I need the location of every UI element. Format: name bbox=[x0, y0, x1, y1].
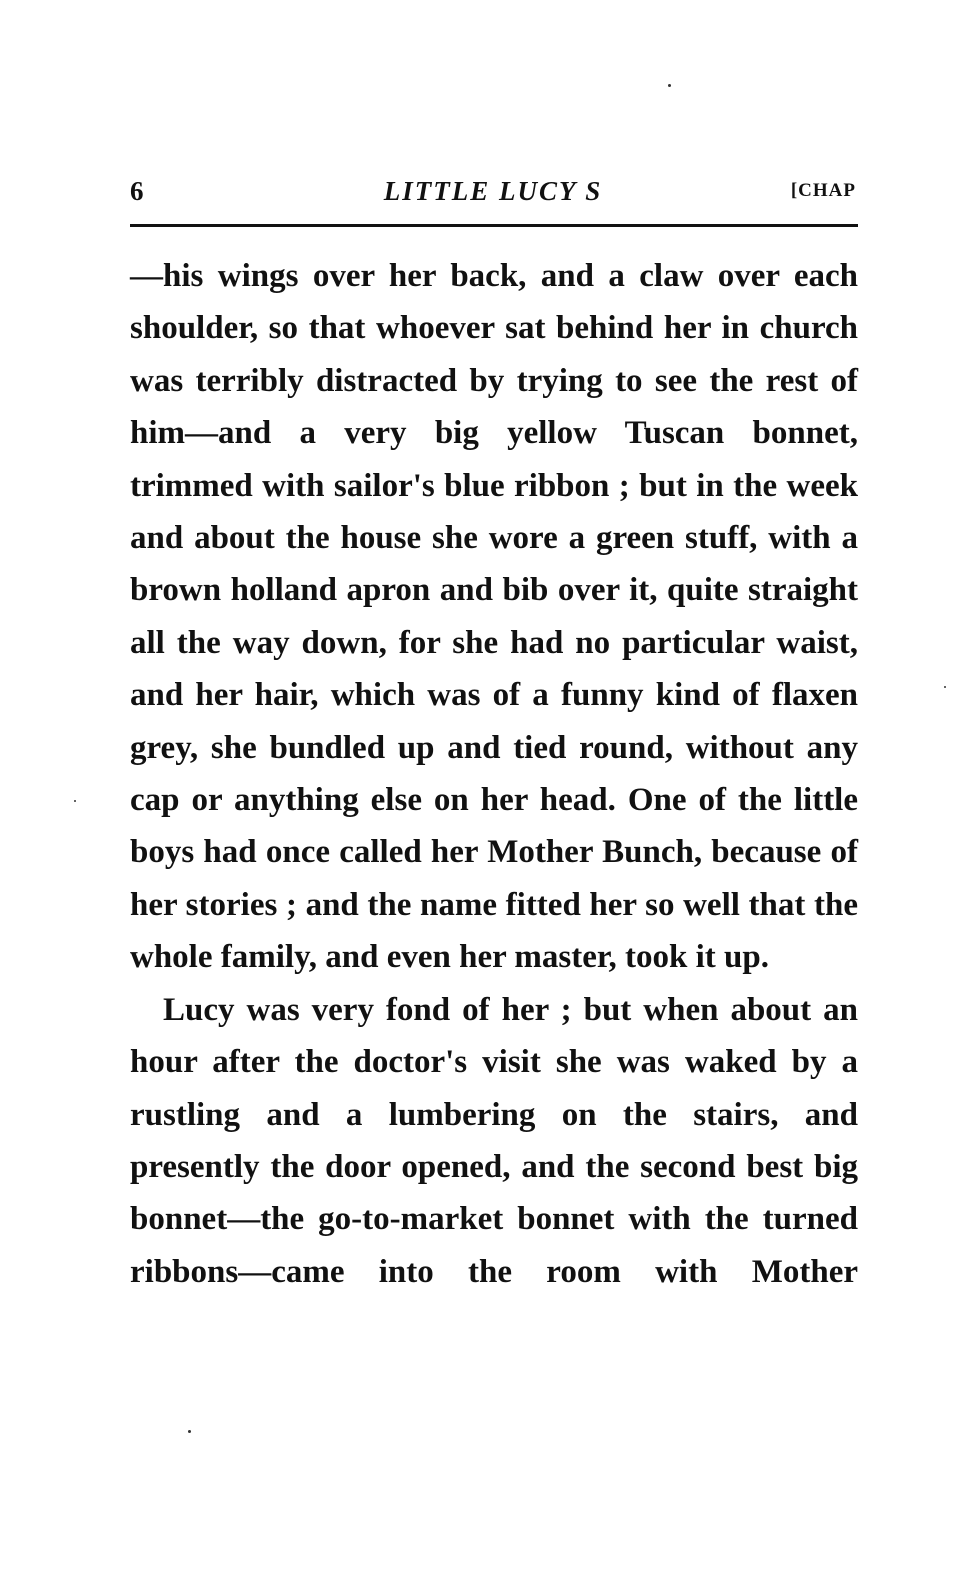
page-body bbox=[130, 250, 858, 1298]
paragraph-1: —his wings over her back, and a claw over each shoulder, so that whoever sat behind her in church was terribly distracted by trying to see the rest of him—and a very big yellow Tuscan bonnet, trimmed with sailor's blue ribbon ; but in the week and about the house she wore a green stuff, with a brown holland apron and bib over it, quite straight all the way down, for she had no particular waist, and her hair, which was of a funny kind of flaxen grey, she bundled up and tied round, without any cap or anything else on her head. One of the little boys had once called her Mother Bunch, because of her stories ; and the name fitted her so well that the whole family, and even her master, took it up. bbox=[130, 258, 858, 976]
scan-speck bbox=[188, 1430, 191, 1433]
running-header bbox=[130, 176, 856, 210]
page-number: 6 bbox=[130, 176, 144, 206]
chapter-marker: [CHAP bbox=[790, 180, 856, 201]
scan-speck bbox=[944, 686, 946, 688]
scan-speck bbox=[74, 800, 76, 802]
header-rule bbox=[130, 224, 858, 227]
scan-speck bbox=[668, 84, 671, 87]
paragraph-2: Lucy was very fond of her ; but when about an hour after the doctor's visit she was waked by a rustling and a lumbering on the stairs, and presently the door opened, and the second best big bonnet—the go-to-market bonnet with the turned ribbons—came into the room with Mother bbox=[130, 991, 858, 1290]
running-title: LITTLE LUCY S bbox=[383, 176, 603, 206]
